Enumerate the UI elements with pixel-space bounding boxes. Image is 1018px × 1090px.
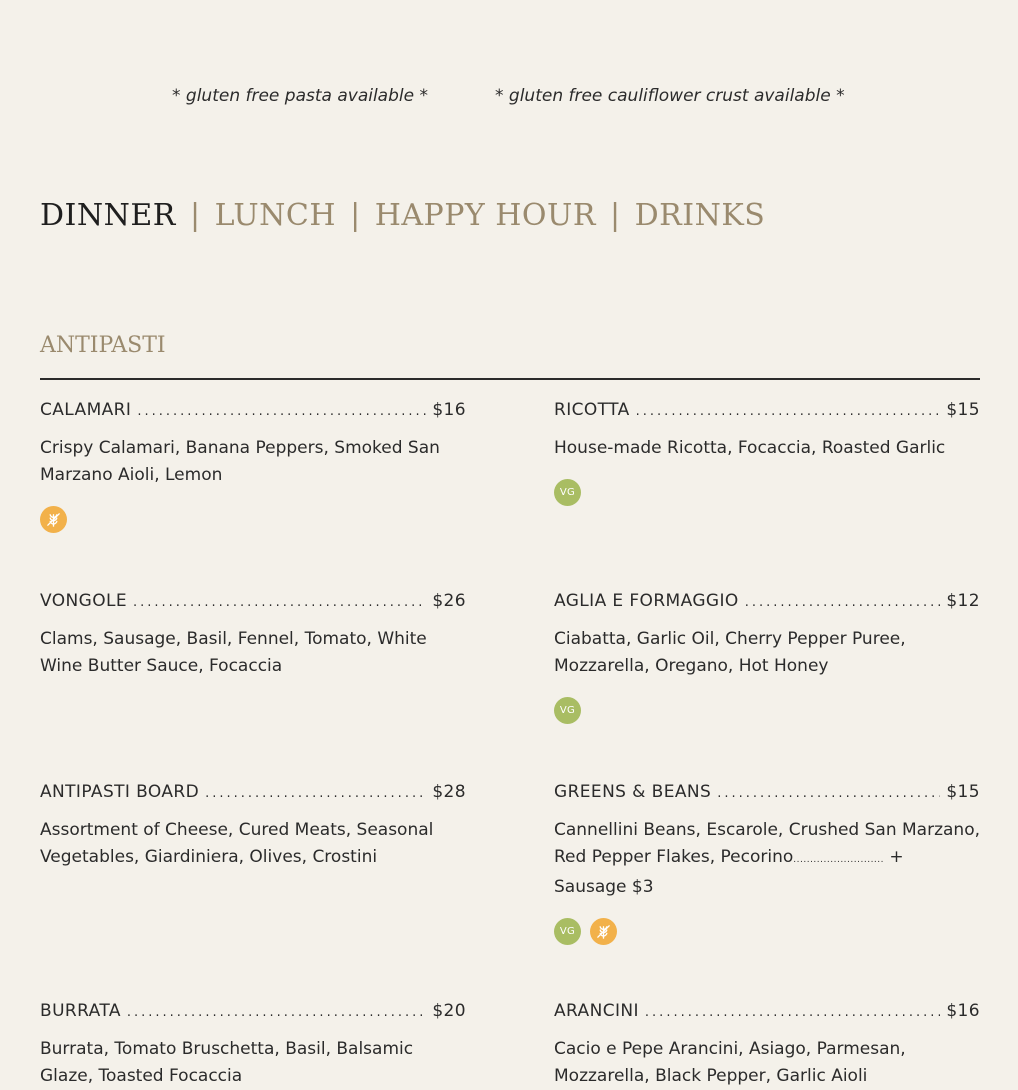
item-price: $15 — [946, 782, 980, 802]
item-description: Assortment of Cheese, Cured Meats, Seasonal Vegetables, Giardiniera, Olives, Crostini — [40, 820, 434, 867]
item-name: VONGOLE — [40, 591, 127, 611]
item-price: $16 — [432, 400, 466, 420]
menu-item-ricotta — [554, 400, 980, 506]
item-name: ANTIPASTI BOARD — [40, 782, 200, 802]
dot-leader — [127, 1005, 426, 1020]
nav-tab-lunch[interactable]: LUNCH — [214, 198, 337, 233]
menu-item-aglia-e-formaggio — [554, 591, 980, 724]
dot-leader: ........................... — [793, 855, 885, 865]
vegetarian-icon: VG — [554, 697, 581, 724]
item-price: $28 — [432, 782, 466, 802]
item-name: RICOTTA — [554, 400, 630, 420]
item-name: AGLIA E FORMAGGIO — [554, 591, 739, 611]
menu-item-greens-and-beans — [554, 782, 980, 945]
item-price: $12 — [946, 591, 980, 611]
menu-item-antipasti-board — [40, 782, 466, 871]
item-price: $26 — [432, 591, 466, 611]
item-description: Clams, Sausage, Basil, Fennel, Tomato, White Wine Butter Sauce, Focaccia — [40, 629, 427, 676]
item-price: $15 — [946, 400, 980, 420]
item-description-text: Cannellini Beans, Escarole, Crushed San Marzano, Red Pepper Flakes, Pecorino — [554, 820, 981, 867]
menu-item-vongole — [40, 591, 466, 680]
dot-leader — [133, 595, 426, 610]
item-description: Crispy Calamari, Banana Peppers, Smoked San Marzano Aioli, Lemon — [40, 438, 440, 485]
dot-leader — [717, 786, 940, 801]
nav-tab-dinner[interactable]: DINNER — [40, 198, 176, 233]
dot-leader — [645, 1005, 940, 1020]
item-description: Cacio e Pepe Arancini, Asiago, Parmesan, Mozzarella, Black Pepper, Garlic Aioli — [554, 1039, 906, 1086]
item-addon: + Sausage $3 — [554, 847, 904, 897]
item-name: CALAMARI — [40, 400, 132, 420]
dot-leader — [636, 404, 941, 419]
section-title: ANTIPASTI — [40, 333, 166, 358]
item-description: Burrata, Tomato Bruschetta, Basil, Balsamic Glaze, Toasted Focaccia — [40, 1039, 414, 1086]
menu-item-arancini — [554, 1001, 980, 1090]
item-description: House-made Ricotta, Focaccia, Roasted Garlic — [554, 438, 946, 458]
vegetarian-icon: VG — [554, 918, 581, 945]
item-price: $16 — [946, 1001, 980, 1021]
dot-leader — [745, 595, 941, 610]
dot-leader — [137, 404, 426, 419]
gluten-free-icon — [590, 918, 617, 945]
nav-separator: | — [350, 198, 361, 233]
section-divider — [40, 378, 980, 380]
item-price: $20 — [432, 1001, 466, 1021]
menu-nav — [40, 198, 765, 233]
item-description — [554, 817, 980, 901]
menu-item-calamari — [40, 400, 466, 533]
dot-leader — [205, 786, 426, 801]
gluten-free-crust-note: * gluten free cauliflower crust available * — [495, 86, 845, 106]
item-name: BURRATA — [40, 1001, 121, 1021]
menu-item-burrata — [40, 1001, 466, 1090]
gluten-free-pasta-note: * gluten free pasta available * — [172, 86, 428, 106]
item-name: GREENS & BEANS — [554, 782, 712, 802]
vegetarian-icon: VG — [554, 479, 581, 506]
gluten-free-icon — [40, 506, 67, 533]
nav-tab-drinks[interactable]: DRINKS — [634, 198, 766, 233]
nav-tab-happy-hour[interactable]: HAPPY HOUR — [374, 198, 596, 233]
nav-separator: | — [189, 198, 201, 233]
item-name: ARANCINI — [554, 1001, 639, 1021]
item-description: Ciabatta, Garlic Oil, Cherry Pepper Puree, Mozzarella, Oregano, Hot Honey — [554, 629, 906, 676]
nav-separator: | — [609, 198, 621, 233]
